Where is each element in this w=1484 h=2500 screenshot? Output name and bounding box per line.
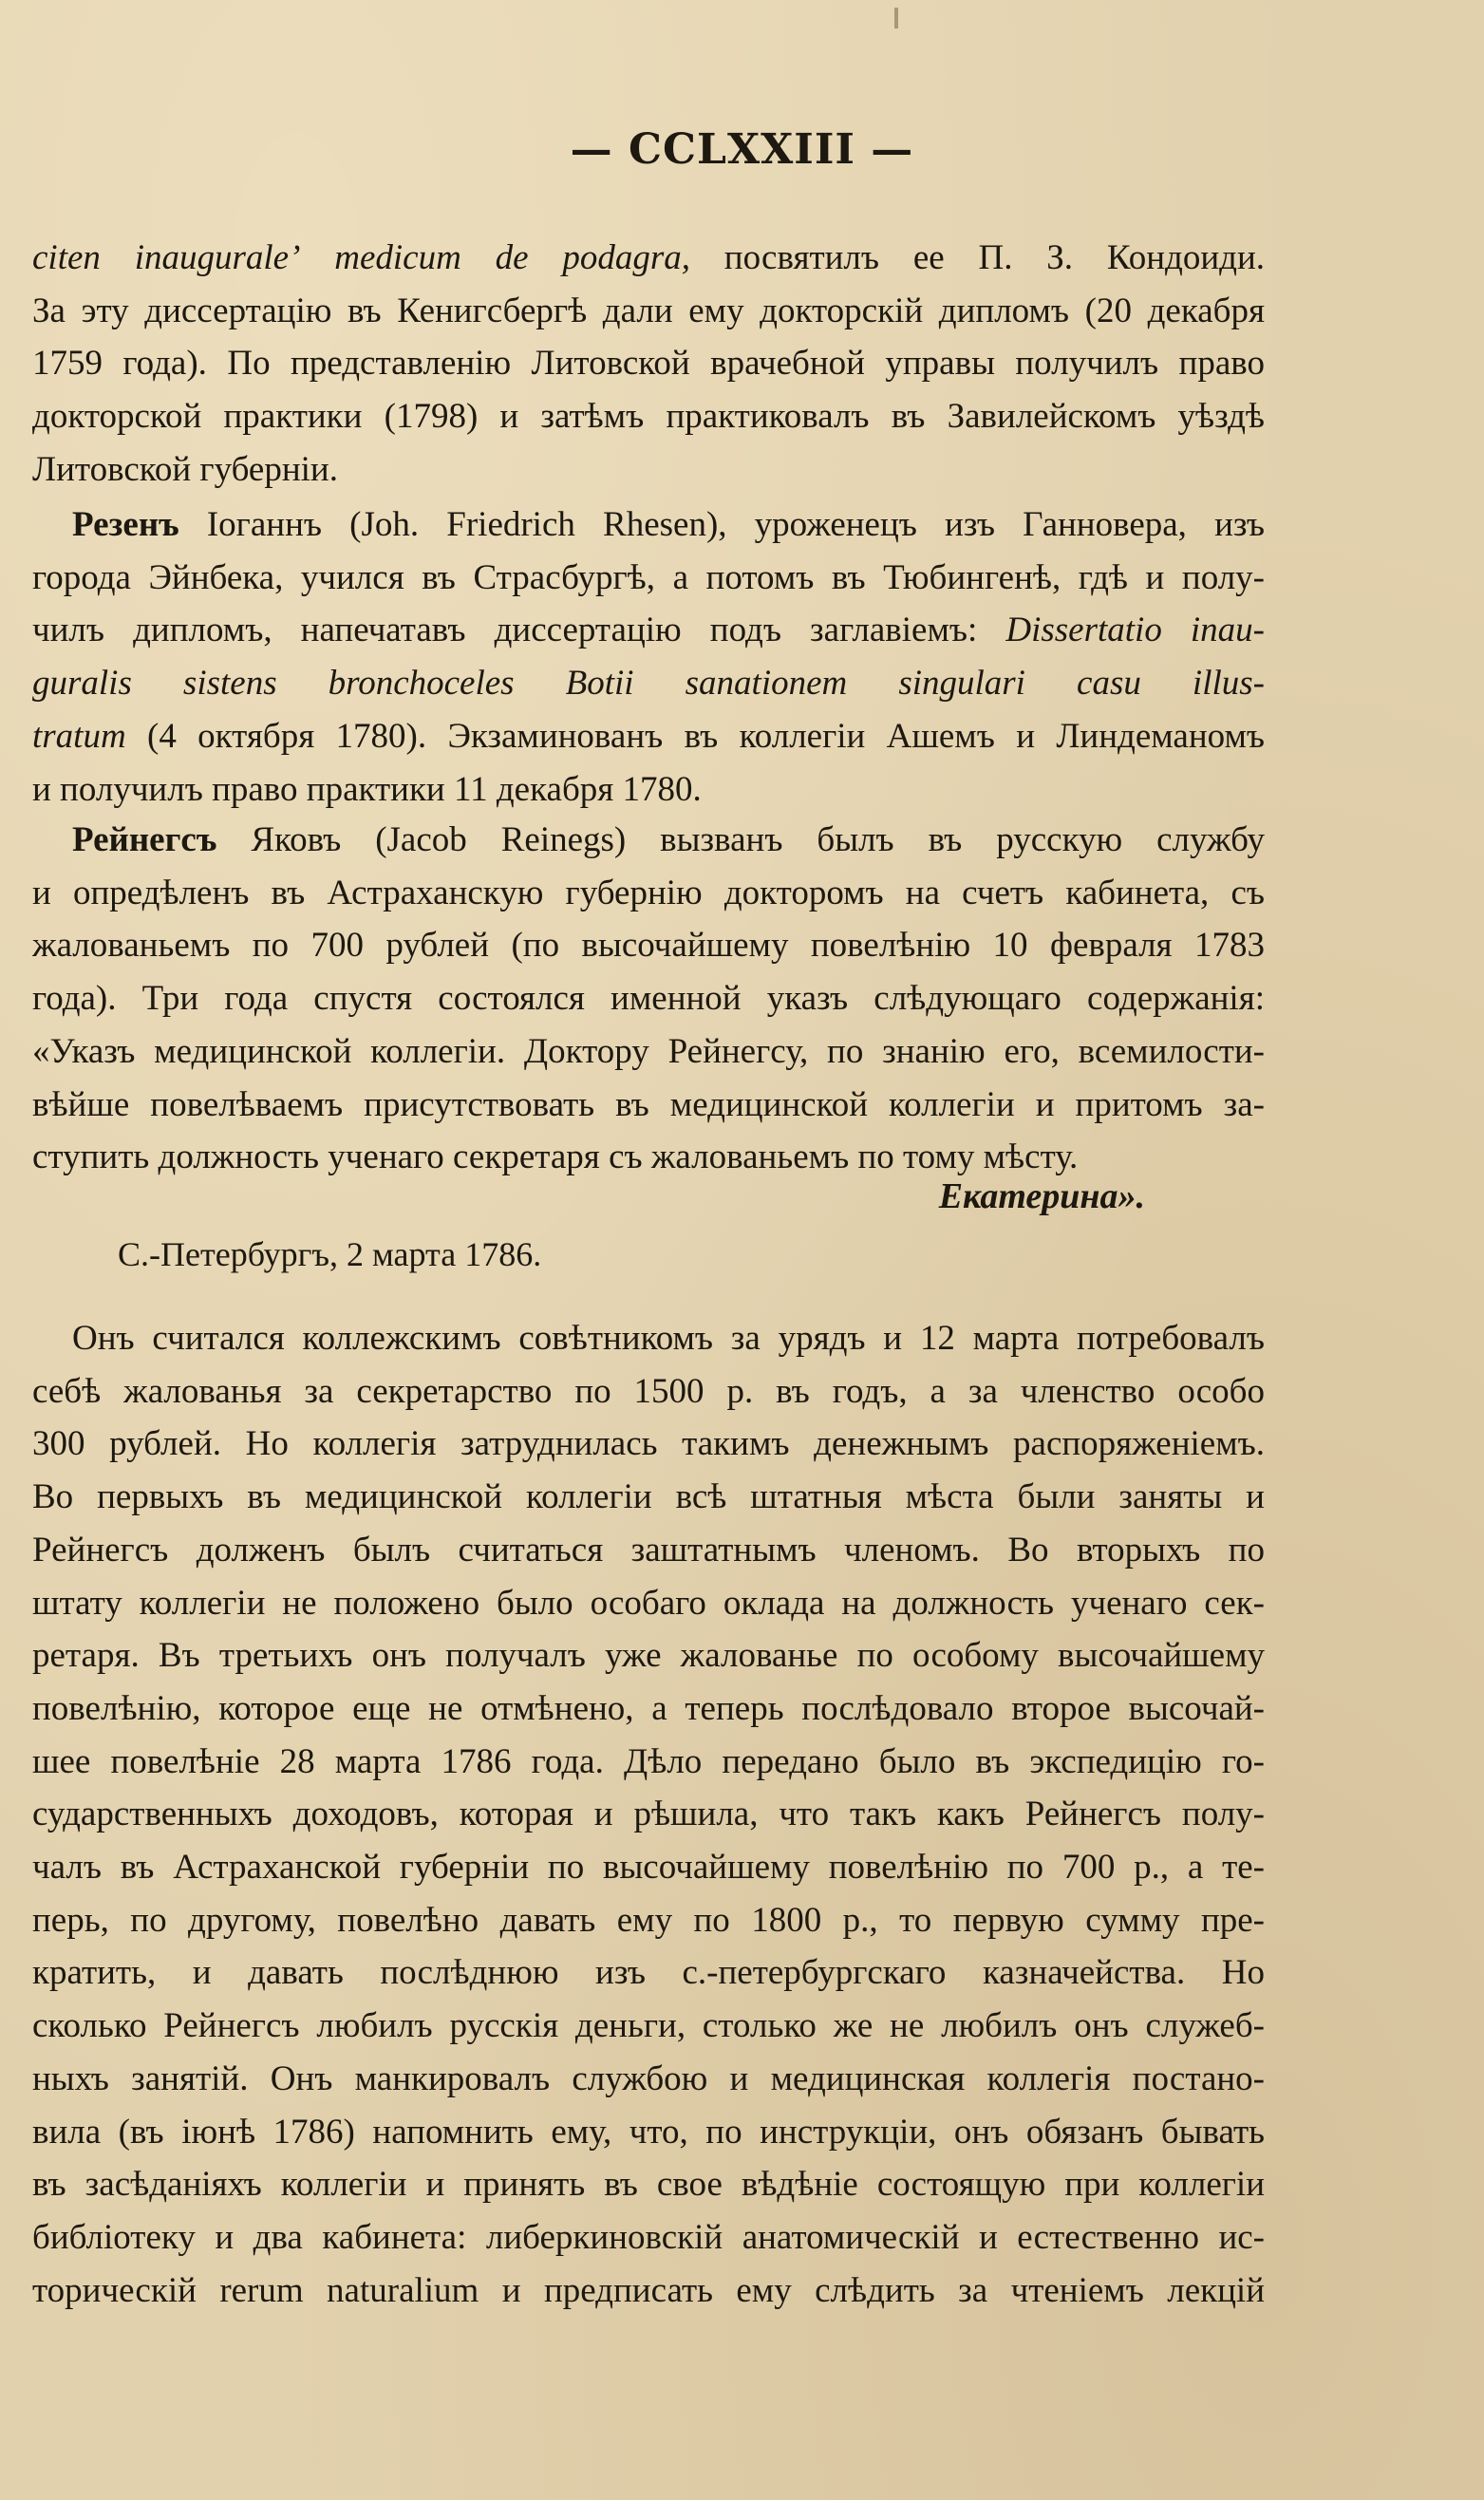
text-line: кратить, и давать послѣднюю изъ с.-петербургскаго казначейства. Но [32, 1953, 1265, 1993]
text-line: «Указъ медицинской коллегіи. Доктору Рейнегсу, по знанію его, всемилости- [32, 1031, 1265, 1071]
text-line: вила (въ іюнѣ 1786) напомнить ему, что, по инструкціи, онъ обязанъ бывать [32, 2112, 1265, 2152]
text-line: библіотеку и два кабинета: либеркиновскій анатомическій и естественно ис- [32, 2217, 1265, 2257]
text-line: и получилъ право практики 11 декабря 1780. [32, 769, 702, 809]
text-line: 300 рублей. Но коллегія затруднилась такимъ денежнымъ распоряженіемъ. [32, 1424, 1265, 1464]
text-line: Рейнегсъ долженъ былъ считаться заштатнымъ членомъ. Во вторыхъ по [32, 1530, 1265, 1570]
text-line [32, 498, 1265, 552]
text-line: сколько Рейнегсъ любилъ русскія деньги, столько же не любилъ онъ служеб- [32, 2006, 1265, 2046]
text-line: guralis sistens bronchoceles Botii sanationem singulari casu illus- [32, 664, 1265, 704]
text-segment: чилъ дипломъ, напечатавъ диссертацію подъ заглавіемъ: [32, 611, 1006, 650]
text-line: и опредѣленъ въ Астраханскую губернію докторомъ на счетъ кабинета, съ [32, 873, 1265, 912]
text-line: года). Три года спустя состоялся именной указъ слѣдующаго содержанія: [32, 979, 1265, 1019]
text-line: Литовской губерніи. [32, 449, 338, 489]
page-number-header: — CCLXXIII — [570, 125, 914, 174]
entry-name: Резенъ [72, 505, 179, 544]
paragraph-reinegs [32, 814, 1265, 1184]
text-segment: посвятилъ ее П. З. Кондоиди. [690, 238, 1265, 277]
paragraph-rezen [32, 498, 1265, 816]
text-line: докторской практики (1798) и затѣмъ практиковалъ въ Завилейскомъ уѣздѣ [32, 397, 1265, 437]
latin-title: citen inauguraleʼ medicum de podagra, [32, 238, 690, 277]
text-line: вѣйше повелѣваемъ присутствовать въ медицинской коллегіи и притомъ за- [32, 1084, 1265, 1124]
text-line: Онъ считался коллежскимъ совѣтникомъ за урядъ и 12 марта потребовалъ [72, 1319, 1265, 1358]
text-segment: (4 октября 1780). Экзаминованъ въ коллегіи Ашемъ и Линдеманомъ [125, 716, 1265, 756]
text-line: города Эйнбека, учился въ Страсбургѣ, а потомъ въ Тюбингенѣ, гдѣ и полу- [32, 557, 1265, 597]
text-line: чалъ въ Астраханской губерніи по высочайшему повелѣнію по 700 р., а те- [32, 1848, 1265, 1888]
text-line: въ засѣданіяхъ коллегіи и принять въ свое вѣдѣніе состоящую при коллегіи [32, 2165, 1265, 2205]
place-date: С.-Петербургъ, 2 марта 1786. [118, 1235, 542, 1273]
text-line [32, 710, 1265, 763]
text-line: перь, по другому, повелѣно давать ему по 1800 р., то первую сумму пре- [32, 1900, 1265, 1940]
latin-title: Dissertatio inau- [1005, 611, 1265, 650]
text-segment: Іоганнъ (Joh. Friedrich Rhesen), уроженецъ изъ Ганновера, изъ [178, 505, 1265, 544]
text-line: себѣ жалованья за секретарство по 1500 р. въ годъ, а за членство особо [32, 1371, 1265, 1411]
text-line: повелѣнію, которое еще не отмѣнено, а теперь послѣдовало второе высочай- [32, 1688, 1265, 1728]
text-segment: Яковъ (Jacob Reinegs) вызванъ былъ въ русскую службу [216, 820, 1265, 859]
text-line: За эту диссертацію въ Кенигсбергѣ дали ему докторскій дипломъ (20 декабря [32, 291, 1265, 330]
text-line: жалованьемъ по 700 рублей (по высочайшему повелѣнію 10 февраля 1783 [32, 926, 1265, 966]
entry-name: Рейнегсъ [72, 820, 217, 859]
text-line [32, 814, 1265, 867]
text-line: 1759 года). По представленію Литовской врачебной управы получилъ право [32, 344, 1265, 384]
text-line: ныхъ занятій. Онъ манкировалъ службою и медицинская коллегія постано- [32, 2058, 1265, 2098]
text-line: ступить должность ученаго секретаря съ жалованьемъ по тому мѣсту. [32, 1137, 1079, 1177]
text-line: шее повелѣніе 28 марта 1786 года. Дѣло передано было въ экспедицію го- [32, 1741, 1265, 1781]
text-line: сударственныхъ доходовъ, которая и рѣшила, что такъ какъ Рейнегсъ полу- [32, 1795, 1265, 1834]
signature: Екатерина». [938, 1176, 1145, 1216]
text-line [32, 604, 1265, 657]
text-line: Во первыхъ въ медицинской коллегіи всѣ штатныя мѣста были заняты и [32, 1477, 1265, 1517]
latin-title: tratum [32, 716, 126, 756]
scan-mark [894, 8, 898, 28]
paragraph-main [32, 1312, 1265, 2317]
text-line: ретаря. Въ третьихъ онъ получалъ уже жалованье по особому высочайшему [32, 1636, 1265, 1676]
text-line: штату коллегіи не положено было особаго оклада на должность ученаго сек- [32, 1583, 1265, 1623]
paragraph-continuation [32, 232, 1265, 497]
text-line: торическій rerum naturalium и предписать ему слѣдить за чтеніемъ лекцій [32, 2270, 1265, 2310]
text-line [32, 232, 1265, 285]
